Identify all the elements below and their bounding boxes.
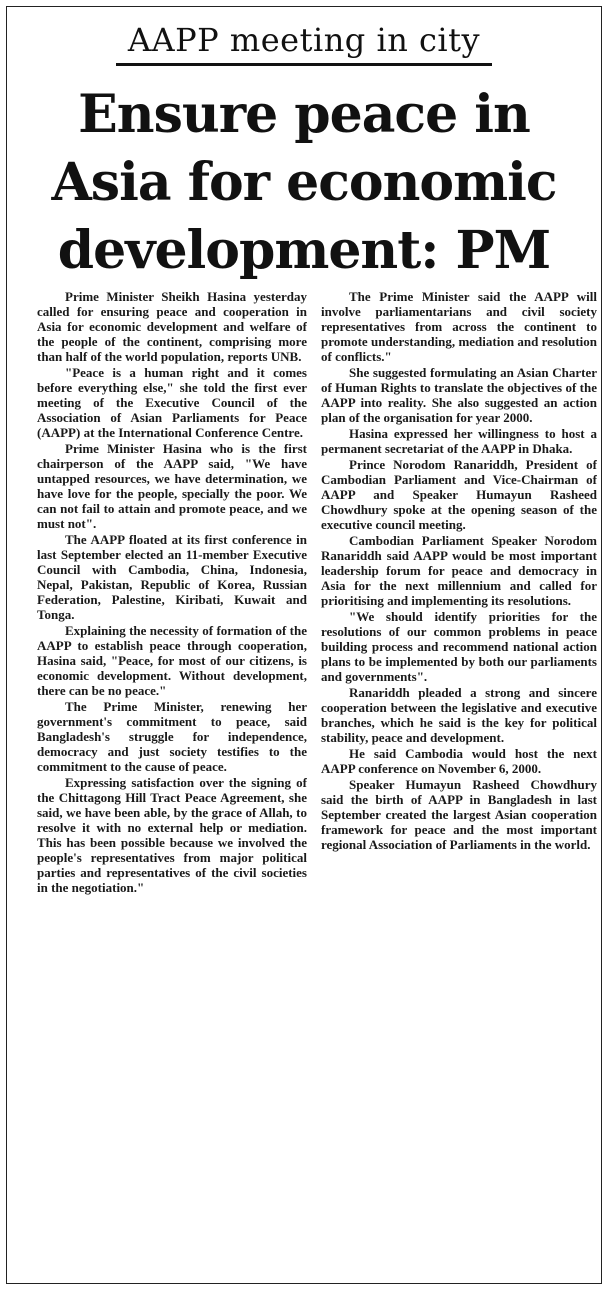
paragraph: Speaker Humayun Rasheed Chowdhury said the birth of AAPP in Bangladesh in last September created the largest Asian cooperation framework for peace and the most important regional Association of Parliaments in the world. (321, 777, 597, 852)
paragraph: The Prime Minister, renewing her government's commitment to peace, said Bangladesh's struggle for independence, democracy and just society testifies to the commitment to the cause of peace. (37, 699, 307, 774)
headline: Ensure peace in Asia for economic development: PM (51, 84, 557, 281)
right-column (321, 289, 597, 1279)
paragraph: Ranariddh pleaded a strong and sincere cooperation between the legislative and executive branches, which he said is the key for political stability, peace and development. (321, 685, 597, 745)
paragraph: The AAPP floated at its first conference in last September elected an 11-member Executive Council with Cambodia, China, Indonesia, Nepal, Pakistan, Republic of Korea, Russian Federation, Palestine, Kiribati, Kuwait and Tonga. (37, 532, 307, 622)
paragraph: Prince Norodom Ranariddh, President of Cambodian Parliament and Vice-Chairman of AAPP and Speaker Humayun Rasheed Chowdhury spoke at the opening season of the executive council meeting. (321, 457, 597, 532)
paragraph: Cambodian Parliament Speaker Norodom Ranariddh said AAPP would be most important leadership forum for peace and democracy in Asia for the next millennium and called for prioritising and implementing its resolutions. (321, 533, 597, 608)
paragraph: Hasina expressed her willingness to host a permanent secretariat of the AAPP in Dhaka. (321, 426, 597, 456)
paragraph: "Peace is a human right and it comes before everything else," she told the first ever meeting of the Executive Council of the Association of Asian Parliaments for Peace (AAPP) at the International Conference Centre. (37, 365, 307, 440)
paragraph: Prime Minister Sheikh Hasina yesterday called for ensuring peace and cooperation in Asia for economic development and welfare of the people of the continent, comprising more than half of the world population, reports UNB. (37, 289, 307, 364)
paragraph: "We should identify priorities for the resolutions of our common problems in peace building process and recommend national action plans to be implemented by both our parliaments and governments". (321, 609, 597, 684)
newspaper-clipping (6, 6, 602, 1284)
kicker-wrapper (7, 21, 601, 66)
paragraph: He said Cambodia would host the next AAPP conference on November 6, 2000. (321, 746, 597, 776)
kicker: AAPP meeting in city (116, 21, 492, 66)
left-column (37, 289, 307, 1279)
paragraph: Explaining the necessity of formation of the AAPP to establish peace through cooperation, Hasina said, "Peace, for most of our citizens, is economic development. Without development, there can be no peace." (37, 623, 307, 698)
paragraph: The Prime Minister said the AAPP will involve parliamentarians and civil society representatives from across the continent to promote understanding, mediation and resolution of conflicts." (321, 289, 597, 364)
paragraph: She suggested formulating an Asian Charter of Human Rights to translate the objectives of the AAPP into reality. She also suggested an action plan of the organisation for year 2000. (321, 365, 597, 425)
paragraph: Expressing satisfaction over the signing of the Chittagong Hill Tract Peace Agreement, she said, we have been able, by the grace of Allah, to resolve it with no external help or mediation. This has been possible because we involved the people's representatives from major political parties and representatives of the civil societies in the negotiation." (37, 775, 307, 895)
paragraph: Prime Minister Hasina who is the first chairperson of the AAPP said, "We have untapped resources, we have determination, we have love for the people, specially the poor. We can not fail to attain and promote peace, and we must not". (37, 441, 307, 531)
